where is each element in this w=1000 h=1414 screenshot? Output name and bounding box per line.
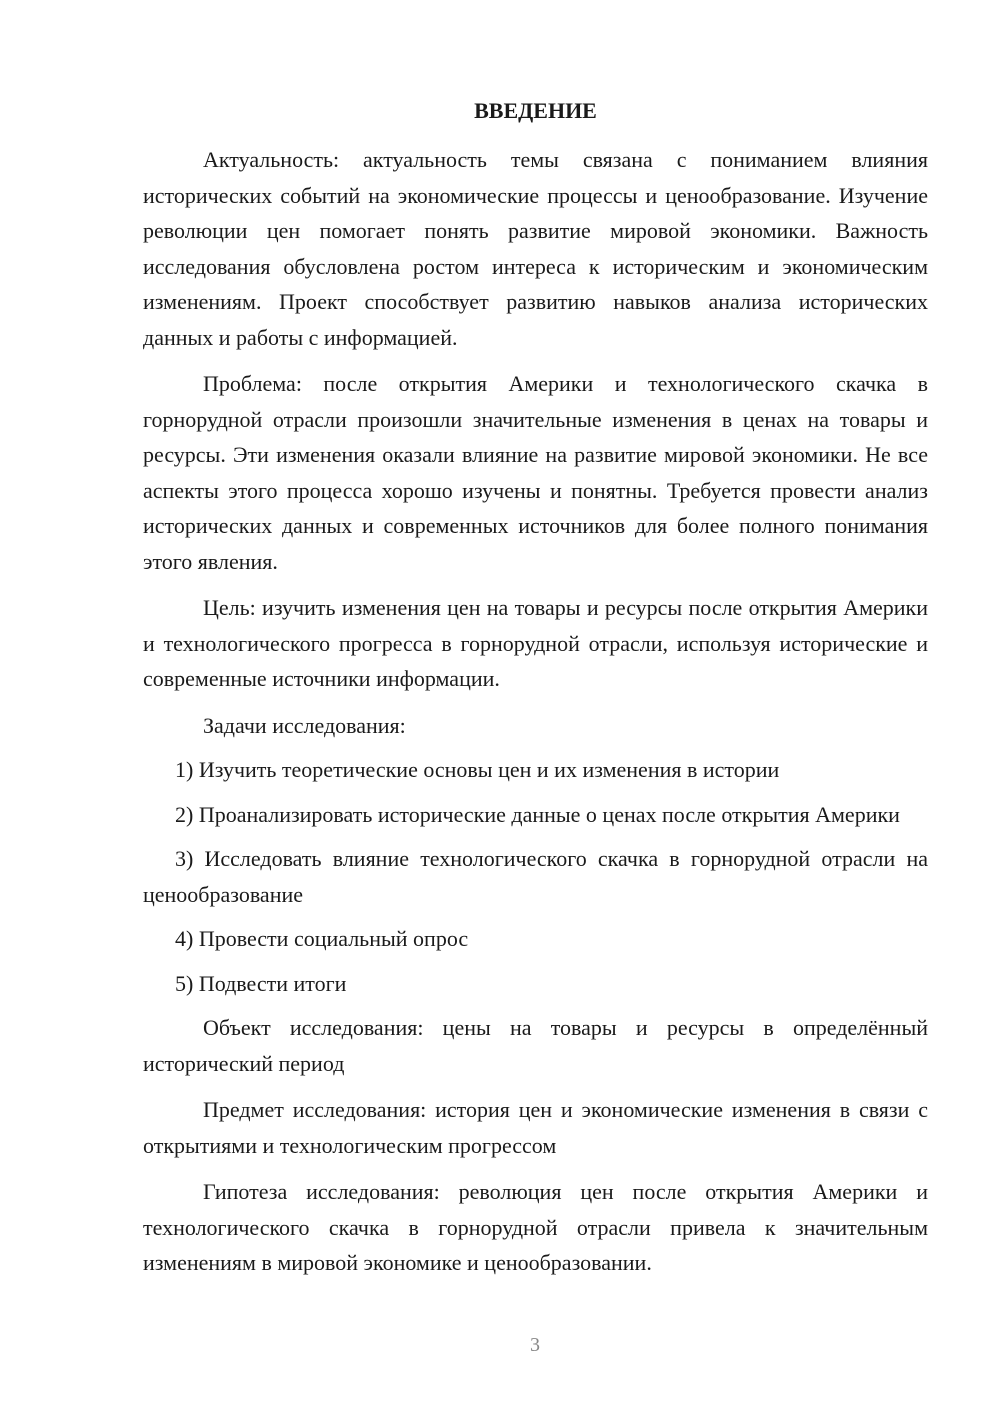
relevance-paragraph: Актуальность: актуальность темы связана с пониманием влияния исторических событий на экономические процессы и ценообразование. Изучение революции цен помогает понять развитие мировой экономики. Важность исследования обусловлена ростом интереса к историческим и экономическим изменениям. Проект способствует развитию навыков анализа исторических данных и работы с информацией.: [143, 147, 928, 350]
section-title: ВВЕДЕНИЕ: [474, 98, 597, 123]
task-item: 5) Подвести итоги: [175, 970, 347, 996]
task-item: 3) Исследовать влияние технологического скачка в горнорудной отрасли на ценообразование: [143, 846, 928, 907]
hypothesis-paragraph: Гипотеза исследования: революция цен после открытия Америки и технологического скачка в горнорудной отрасли привела к значительным изменениям в мировой экономике и ценообразовании.: [143, 1179, 928, 1275]
tasks-heading: Задачи исследования:: [203, 712, 406, 738]
task-item: 4) Провести социальный опрос: [175, 926, 469, 951]
problem-paragraph: Проблема: после открытия Америки и технологического скачка в горнорудной отрасли произошли значительные изменения в ценах на товары и ресурсы. Эти изменения оказали влияние на развитие мировой экономики. Не все аспекты этого процесса хорошо изучены и понятны. Требуется провести анализ исторических данных и современных источников для более полного понимания этого явления.: [143, 371, 928, 574]
task-item: 1) Изучить теоретические основы цен и их изменения в истории: [175, 757, 780, 782]
object-paragraph: Объект исследования: цены на товары и ресурсы в определённый исторический период: [143, 1015, 928, 1076]
subject-paragraph: Предмет исследования: история цен и экономические изменения в связи с открытиями и технологическим прогрессом: [143, 1097, 928, 1158]
document-body: [143, 96, 928, 1292]
goal-paragraph: Цель: изучить изменения цен на товары и ресурсы после открытия Америки и технологического прогресса в горнорудной отрасли, используя исторические и современные источники информации.: [143, 595, 928, 691]
page-number: 3: [530, 1334, 540, 1356]
task-item: 2) Проанализировать исторические данные о ценах после открытия Америки: [175, 801, 900, 827]
